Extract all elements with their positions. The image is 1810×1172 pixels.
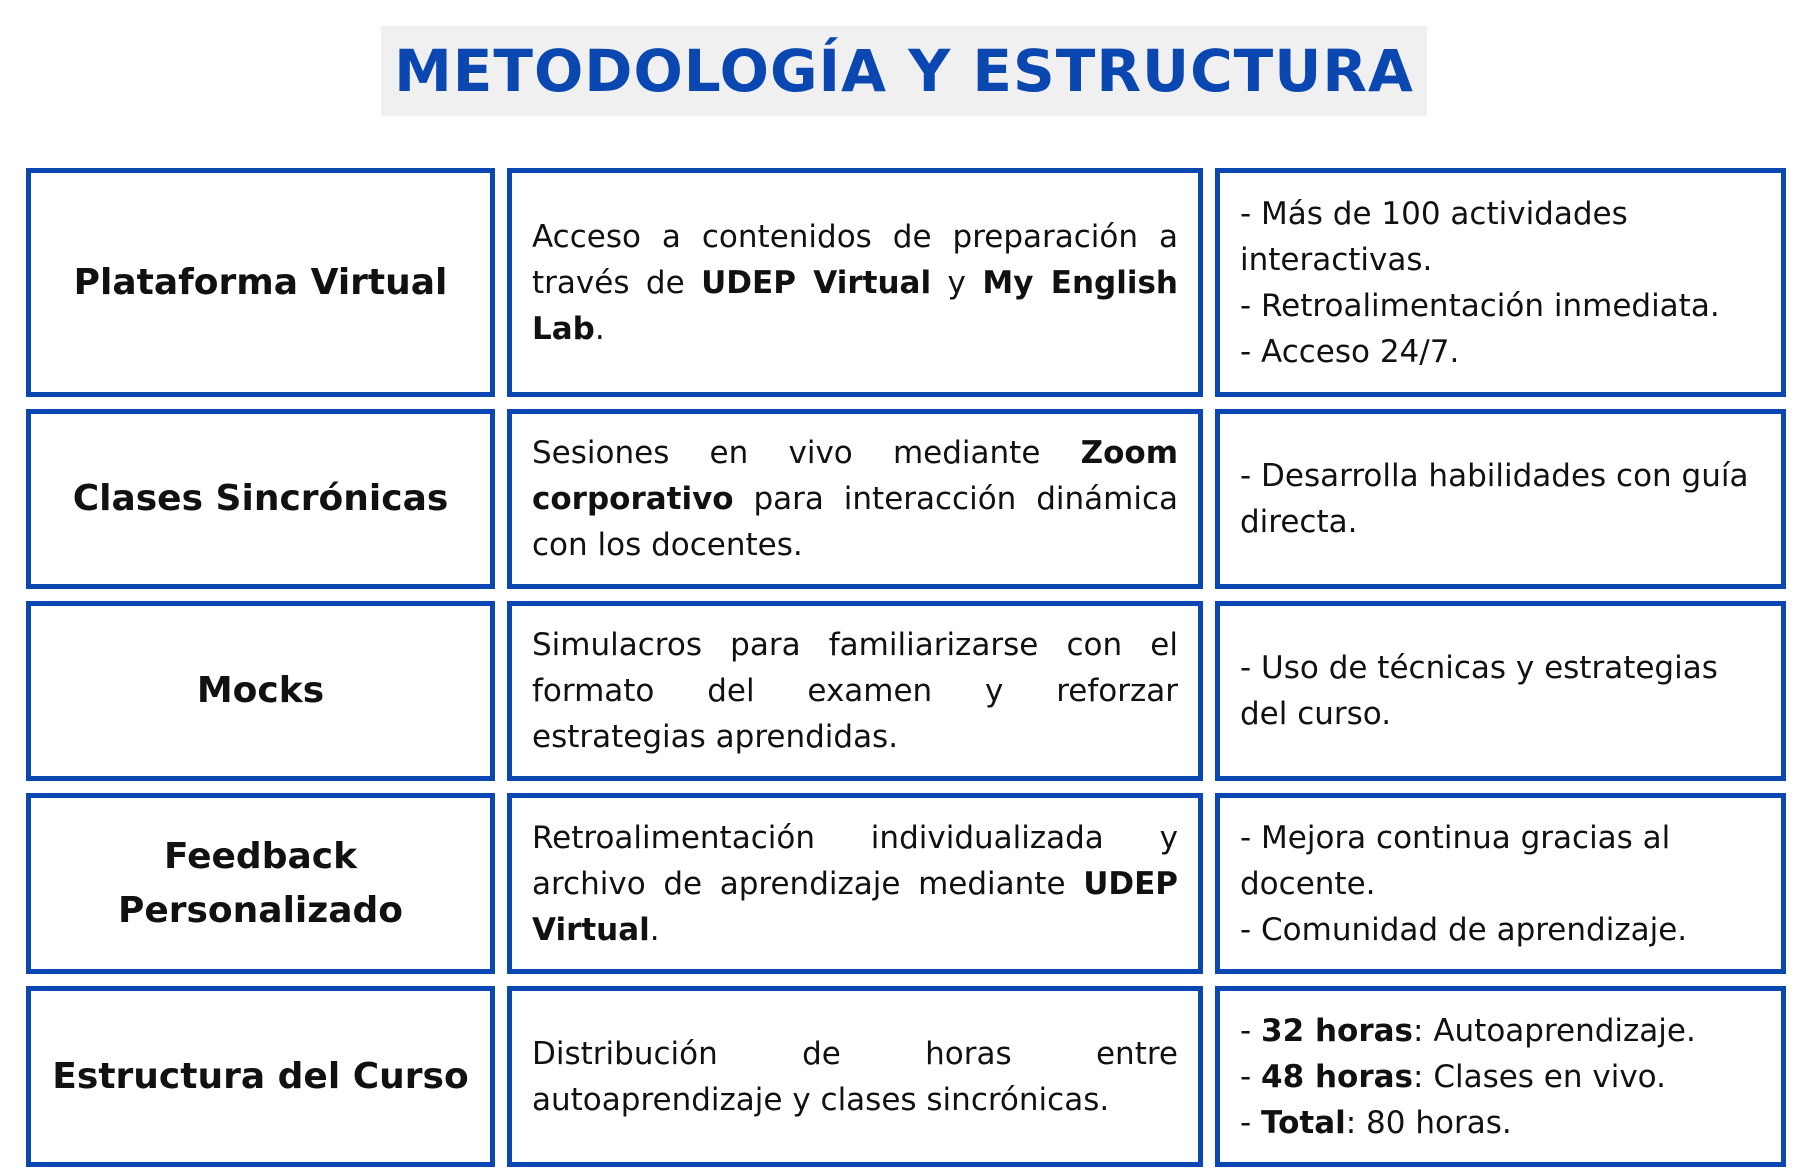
detail-item: - 48 horas: Clases en vivo. [1240, 1058, 1666, 1095]
row-description: Sesiones en vivo mediante Zoom corporativo para interacción dinámica con los docentes. [532, 435, 1178, 563]
row-details-cell [1215, 168, 1786, 397]
detail-item: - Más de 100 actividades interactivas. [1240, 195, 1628, 278]
row-label-cell [26, 601, 495, 781]
row-details [1240, 815, 1765, 953]
row-description: Acceso a contenidos de preparación a través de UDEP Virtual y My English Lab. [532, 218, 1178, 347]
row-label-cell [26, 168, 495, 397]
row-description-cell [507, 986, 1203, 1167]
detail-item: - Mejora continua gracias al docente. [1240, 819, 1671, 902]
row-label: Feedback Personalizado [117, 835, 404, 931]
row-details [1240, 453, 1765, 545]
row-details-cell [1215, 601, 1786, 781]
detail-item: - Desarrolla habilidades con guía directa. [1240, 458, 1749, 540]
row-label-cell [26, 793, 495, 974]
methodology-table [26, 168, 1786, 1167]
row-description-cell [507, 168, 1203, 397]
row-label: Plataforma Virtual [73, 261, 448, 303]
row-details [1240, 1008, 1765, 1146]
title-banner [381, 26, 1427, 116]
row-label-cell [26, 986, 495, 1167]
row-details [1240, 645, 1765, 737]
row-details-cell [1215, 793, 1786, 974]
detail-item: - 32 horas: Autoaprendizaje. [1240, 1012, 1696, 1049]
row-label: Estructura del Curso [52, 1055, 469, 1097]
row-details-cell [1215, 409, 1786, 589]
detail-item: - Acceso 24/7. [1240, 333, 1460, 370]
detail-item: - Comunidad de aprendizaje. [1240, 911, 1688, 948]
row-description: Distribución de horas entre autoaprendizaje y clases sincrónicas. [532, 1035, 1178, 1118]
row-description-cell [507, 601, 1203, 781]
row-label: Clases Sincrónicas [72, 478, 449, 519]
row-details-cell [1215, 986, 1786, 1167]
page-title: METODOLOGÍA Y ESTRUCTURA [394, 37, 1414, 105]
detail-item: - Total: 80 horas. [1240, 1104, 1512, 1141]
row-description-cell [507, 793, 1203, 974]
row-description-cell [507, 409, 1203, 589]
row-label: Mocks [196, 670, 325, 711]
row-details [1240, 191, 1765, 375]
row-label-cell [26, 409, 495, 589]
detail-item: - Uso de técnicas y estrategias del curso. [1240, 650, 1718, 732]
row-description: Simulacros para familiarizarse con el formato del examen y reforzar estrategias aprendidas. [532, 627, 1178, 755]
detail-item: - Retroalimentación inmediata. [1240, 287, 1720, 324]
row-description: Retroalimentación individualizada y archivo de aprendizaje mediante UDEP Virtual. [532, 819, 1178, 948]
